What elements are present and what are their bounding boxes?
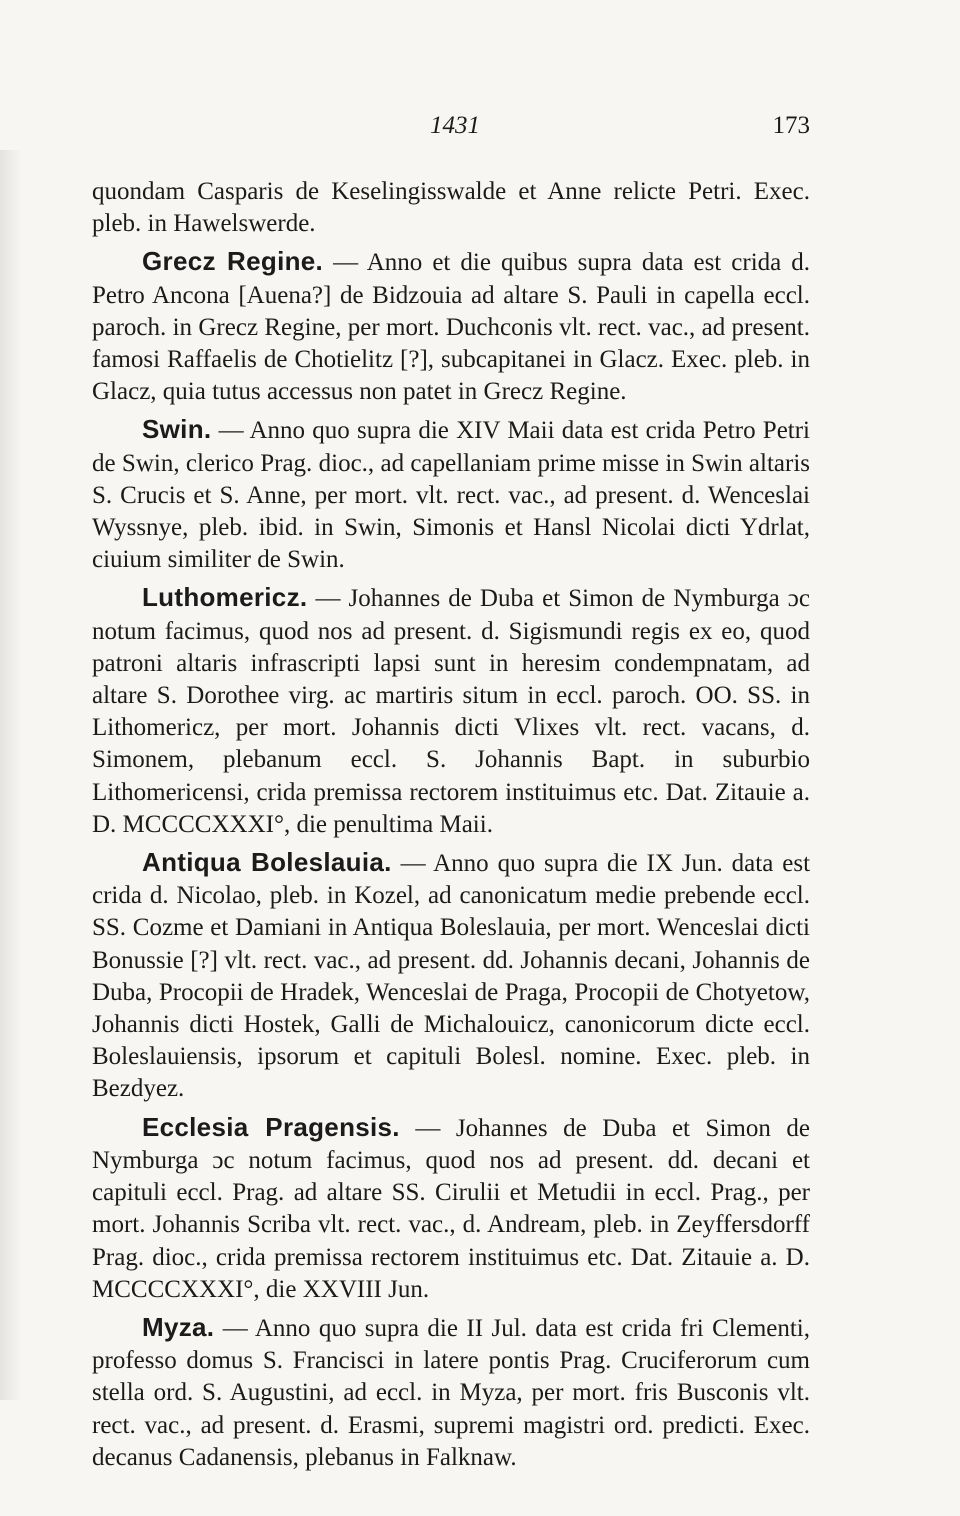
running-head [92, 112, 810, 148]
running-head-year: 1431 [430, 112, 480, 139]
entry-heading: Ecclesia Pragensis. [142, 1111, 400, 1142]
entry-text: — Anno et die quibus supra data est crida d. Petro Ancona [Auena?] de Bidzouia ad altare S. Pauli in capella eccl. paroch. in Grecz Regine, per mort. Duchconis vlt. rect. vac., ad present. famosi Raffaelis de Chotielitz [?], subcapitanei in Glacz. Exec. pleb. in Glacz, quia tutus accessus non patet in Grecz Regine. [92, 249, 811, 406]
entry-text: — Anno quo supra die IX Jun. data est crida d. Nicolao, pleb. in Kozel, ad canonicatum medie prebende eccl. SS. Cozme et Damiani in Antiqua Boleslauia, per mort. Wenceslai dicti Bonussie [?] vlt. rect. vac., ad present. dd. Johannis decani, Johannis de Duba, Procopii de Hradek, Wenceslai de Praga, Procopii de Chotyetow, Johannis dicti Hostek, Galli de Michalouicz, canonicorum dicte eccl. Boleslauiensis, ipsorum et capituli Bolesl. nomine. Exec. pleb. in Bezdyez. [92, 850, 811, 1103]
entry-text: — Anno quo supra die XIV Maii data est crida Petro Petri de Swin, clerico Prag. dioc., ad capellaniam prime misse in Swin altaris S. Crucis et S. Anne, per mort. vlt. rect. vac., ad present. d. Wenceslai Wyssnye, pleb. ibid. in Swin, Simonis et Hansl Nicolai dicti Ydrlat, ciuium similiter de Swin. [92, 417, 811, 574]
entry-heading: Luthomericz. [142, 582, 308, 613]
entry-text: — Anno quo supra die II Jul. data est crida fri Clementi, professo domus S. Francisci in latere pontis Prag. Cruciferorum cum stella ord. S. Augustini, ad eccl. in Myza, per mort. fris Busconis vlt. rect. vac., ad present. d. Erasmi, supremi magistri ord. predicti. Exec. decanus Cadanensis, plebanus in Falknaw. [92, 1314, 811, 1471]
entry-text: — Johannes de Duba et Simon de Nymburga ɔc notum facimus, quod nos ad present. dd. decani et capituli eccl. Prag. ad altare SS. Cirulii et Metudii in eccl. Prag., per mort. Johannis Scriba vlt. rect. vac., d. Andream, pleb. in Zeyffersdorff Prag. dioc., crida premissa rectorem instituimus etc. Dat. Zitauie a. D. MCCCCXXXI°, die XXVIII Jun. [92, 1114, 810, 1303]
entry-ecclesia-pragensis [92, 1111, 810, 1306]
entry-myza [92, 1311, 810, 1474]
page-edge-shadow [0, 150, 22, 1400]
body-text [92, 176, 810, 1474]
page-number: 173 [772, 112, 810, 139]
entry-luthomericz [92, 581, 810, 841]
continuation-paragraph: quondam Casparis de Keselingisswalde et Anne relicte Petri. Exec. pleb. in Hawelswerde. [92, 178, 810, 238]
entry-antiqua-boleslauia [92, 846, 810, 1106]
entry-heading: Myza. [142, 1311, 215, 1342]
entry-swin [92, 413, 810, 576]
entry-text: — Johannes de Duba et Simon de Nymburga ɔc notum facimus, quod nos ad present. d. Sigismundi regis ex eo, quod patroni altaris infrascripti lapsi sunt in heresim condempnatam, ad altare S. Dorothee virg. ac martiris situm in eccl. paroch. OO. SS. in Lithomericz, per mort. Johannis dicti Vlixes vlt. rect. vacans, d. Simonem, plebanum eccl. S. Johannis Bapt. in suburbio Lithomericensi, crida premissa rectorem instituimus etc. Dat. Zitauie a. D. MCCCCXXXI°, die penultima Maii. [92, 585, 811, 838]
entry-grecz-regine [92, 245, 810, 408]
entry-heading: Swin. [142, 414, 212, 445]
entry-heading: Antiqua Boleslauia. [142, 847, 392, 878]
entry-heading: Grecz Regine. [142, 246, 324, 277]
